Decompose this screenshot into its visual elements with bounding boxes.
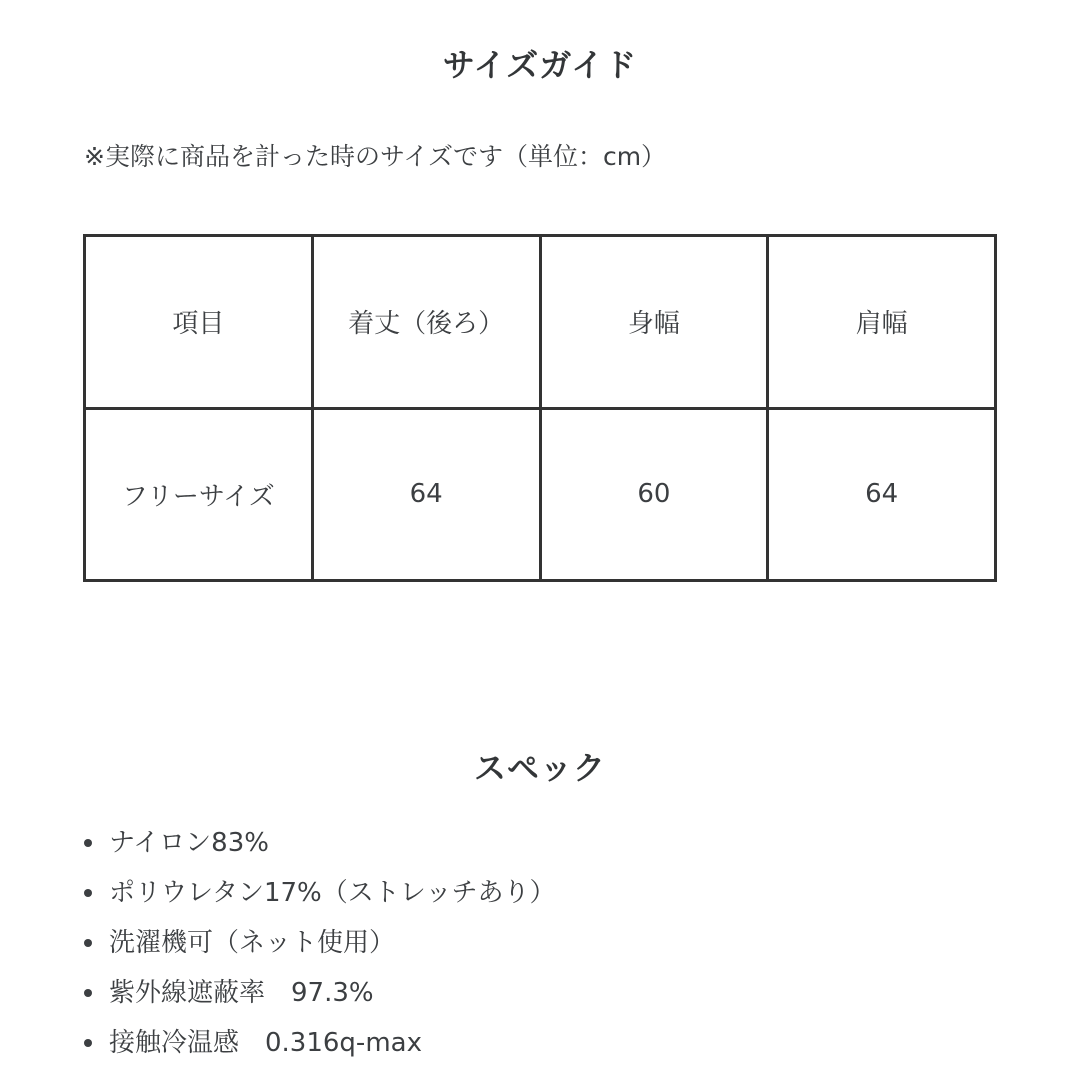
- list-item: [84, 918, 556, 968]
- size-guide-title: サイズガイド: [442, 46, 638, 84]
- table-cell: 64: [768, 408, 996, 581]
- table-header-cell: 身幅: [540, 236, 768, 409]
- bullet-icon: [84, 889, 92, 897]
- table-row: [85, 408, 996, 581]
- table-header-cell: 肩幅: [768, 236, 996, 409]
- size-note: ※実際に商品を計った時のサイズです（単位：cm）: [84, 142, 667, 171]
- bullet-icon: [84, 939, 92, 947]
- spec-title: スペック: [473, 749, 606, 787]
- list-item: [84, 818, 556, 868]
- list-item: [84, 868, 556, 918]
- list-item-text: 接触冷温感 0.316q-max: [109, 1028, 422, 1058]
- spec-list: [84, 818, 556, 1068]
- table-header-row: [85, 236, 996, 409]
- table-header-cell: 項目: [85, 236, 313, 409]
- list-item-text: ナイロン83%: [109, 828, 269, 858]
- list-item-text: 紫外線遮蔽率 97.3%: [109, 978, 374, 1008]
- size-table: [83, 234, 997, 582]
- table-cell: 60: [540, 408, 768, 581]
- bullet-icon: [84, 839, 92, 847]
- bullet-icon: [84, 989, 92, 997]
- table-cell: フリーサイズ: [85, 408, 313, 581]
- table-cell: 64: [312, 408, 540, 581]
- list-item: [84, 1018, 556, 1068]
- list-item: [84, 968, 556, 1018]
- table-header-cell: 着丈（後ろ）: [312, 236, 540, 409]
- bullet-icon: [84, 1039, 92, 1047]
- list-item-text: 洗濯機可（ネット使用）: [109, 928, 396, 958]
- list-item-text: ポリウレタン17%（ストレッチあり）: [109, 878, 556, 908]
